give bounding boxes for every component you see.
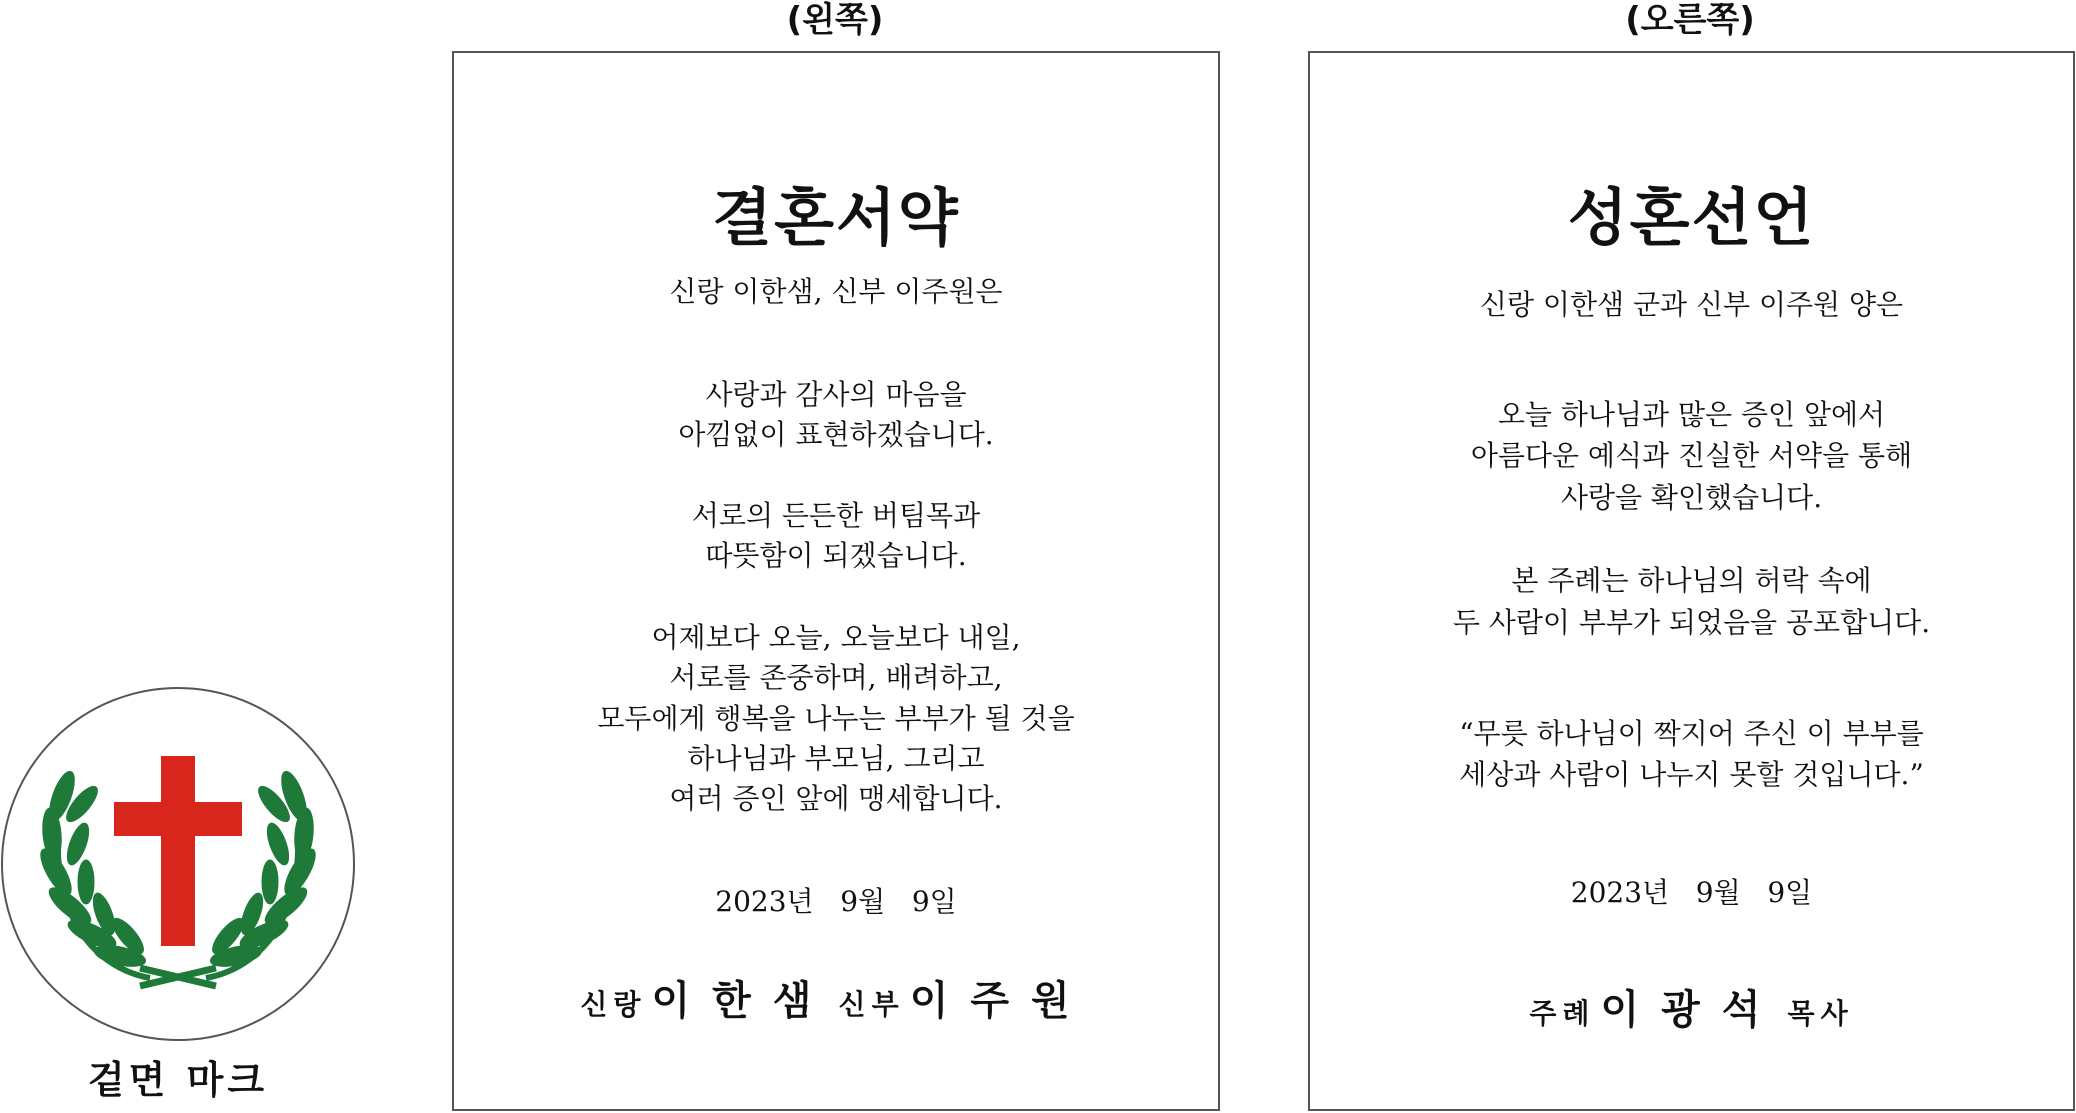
cross-vertical-bar — [161, 756, 195, 946]
right-panel-caption: (오른쪽) — [1625, 0, 1755, 40]
vow-line: 모두에게 행복을 나누는 부부가 될 것을 — [597, 702, 1075, 735]
emblem-caption: 겉면 마크 — [87, 1058, 269, 1102]
vow-intro-line: 신랑 이한샘, 신부 이주원은 — [669, 275, 1003, 308]
vow-line: 사랑과 감사의 마음을 — [705, 378, 967, 411]
bride-name: 이주원 — [909, 978, 1092, 1024]
declaration-date: 2023년 9월 9일 — [1570, 876, 1813, 909]
vow-line: 하나님과 부모님, 그리고 — [687, 742, 985, 775]
officiant-name: 이광석 — [1600, 987, 1783, 1033]
vow-title: 결혼서약 — [712, 181, 960, 254]
vow-line: 아낌없이 표현하겠습니다. — [678, 418, 994, 451]
declaration-intro-line: 신랑 이한샘 군과 신부 이주원 양은 — [1479, 288, 1904, 321]
vow-date: 2023년 9월 9일 — [715, 885, 957, 918]
left-panel-caption: (왼쪽) — [786, 0, 884, 40]
cross-laurel-wreath-icon — [0, 686, 356, 1042]
vow-line: 따뜻함이 되겠습니다. — [705, 539, 967, 572]
declaration-line: 아름다운 예식과 진실한 서약을 통해 — [1470, 439, 1913, 472]
declaration-quote-line: 세상과 사람이 나누지 못할 것입니다.” — [1459, 758, 1924, 791]
cross-horizontal-bar — [114, 802, 242, 836]
vow-signature — [454, 969, 1218, 1026]
vow-card-left — [452, 51, 1220, 1111]
declaration-line: 두 사람이 부부가 되었음을 공포합니다. — [1452, 606, 1931, 639]
vow-line: 서로의 든든한 버팀목과 — [691, 499, 981, 532]
groom-role: 신랑 — [580, 988, 647, 1021]
declaration-line: 사랑을 확인했습니다. — [1560, 481, 1823, 514]
declaration-line: 본 주례는 하나님의 허락 속에 — [1511, 564, 1872, 597]
officiant-role: 주례 — [1529, 997, 1596, 1030]
groom-name: 이한샘 — [651, 978, 834, 1024]
officiant-title: 목사 — [1787, 997, 1854, 1030]
vow-line: 서로를 존중하며, 배려하고, — [669, 661, 1003, 694]
declaration-card-right — [1308, 51, 2075, 1111]
vow-line: 여러 증인 앞에 맹세합니다. — [669, 782, 1003, 815]
bride-role: 신부 — [838, 988, 905, 1021]
declaration-title: 성혼선언 — [1567, 181, 1816, 254]
officiant-signature — [1310, 978, 2073, 1035]
declaration-line: 오늘 하나님과 많은 증인 앞에서 — [1497, 398, 1886, 431]
declaration-quote-line: “무릇 하나님이 짝지어 주신 이 부부를 — [1459, 717, 1924, 750]
vow-line: 어제보다 오늘, 오늘보다 내일, — [651, 621, 1021, 654]
